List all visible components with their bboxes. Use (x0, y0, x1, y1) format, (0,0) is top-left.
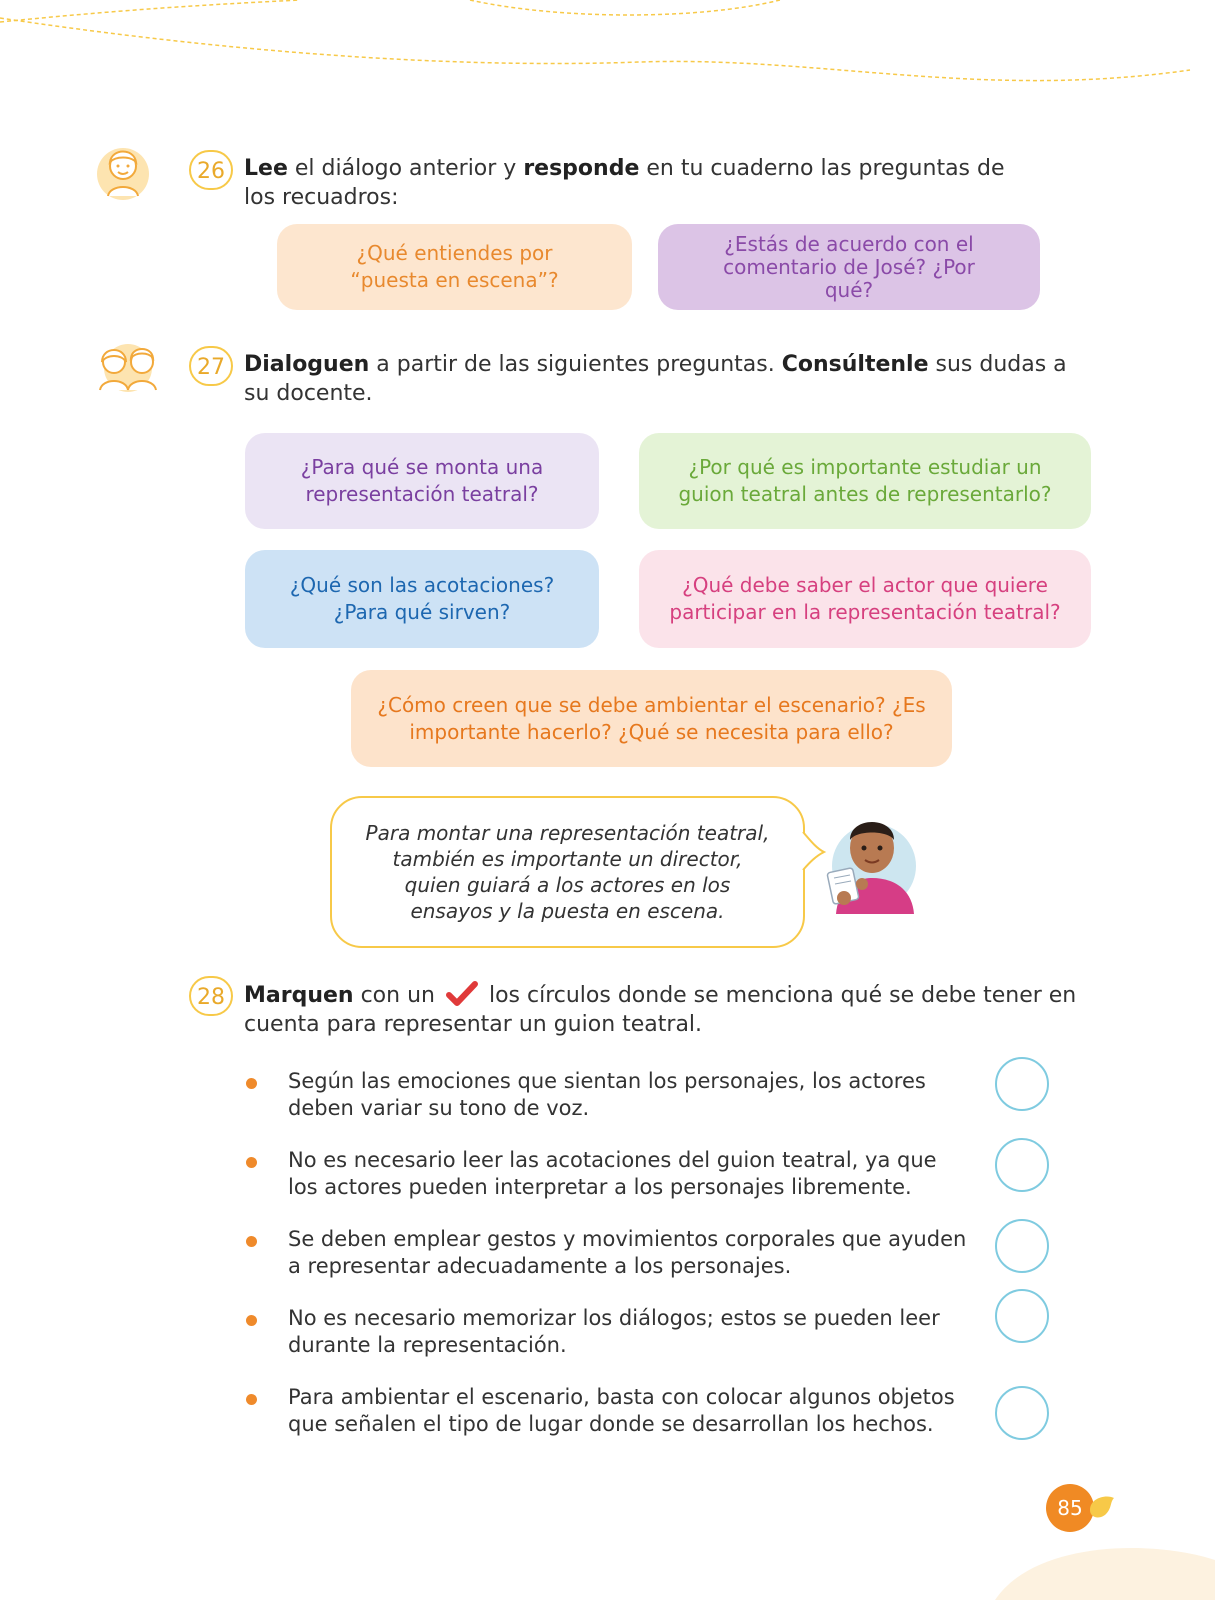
bullet-dot (246, 1394, 257, 1405)
instruction-verb: Lee (244, 156, 288, 181)
question-bubble: ¿Qué debe saber el actor que quiere participar en la representación teatral? (639, 550, 1091, 648)
list-item-text: No es necesario leer las acotaciones del guion teatral, ya que los actores pueden interpretar a los personajes libremente. (288, 1148, 937, 1199)
decorative-top-lines (0, 0, 1215, 110)
page-number: 85 (1046, 1484, 1094, 1532)
question-bubble: ¿Cómo creen que se debe ambientar el escenario? ¿Es importante hacerlo? ¿Qué se necesita para ello? (351, 670, 952, 767)
activity-26-instruction (244, 154, 1024, 212)
list-item-text: Según las emociones que sientan los personajes, los actores deben variar su tono de voz. (288, 1069, 926, 1120)
speech-text: Para montar una representación teatral, también es importante un director, quien guiará a los actores en los ensayos y la puesta en escena. (365, 821, 770, 923)
question-bubble: ¿Qué son las acotaciones? ¿Para qué sirven? (245, 550, 599, 648)
bullet-dot (246, 1315, 257, 1326)
instruction-text: el diálogo anterior y (287, 156, 524, 181)
instruction-verb: responde (523, 156, 640, 181)
list-item-text: Para ambientar el escenario, basta con colocar algunos objetos que señalen el tipo de lugar donde se desarrollan los hechos. (288, 1385, 955, 1436)
instruction-verb: Marquen (244, 983, 354, 1008)
instruction-text: sus dudas a su docente. (244, 352, 1067, 406)
bullet-dot (246, 1078, 257, 1089)
boy-illustration (822, 808, 918, 914)
activity-27-instruction (244, 350, 1084, 408)
list-item-text: Se deben emplear gestos y movimientos corporales que ayuden a representar adecuadamente a los personajes. (288, 1227, 967, 1278)
instruction-verb: Consúltenle (781, 352, 929, 377)
decorative-bottom-shape (955, 1520, 1215, 1600)
single-student-icon (94, 140, 152, 204)
check-circle[interactable] (995, 1219, 1049, 1273)
instruction-verb: Dialoguen (244, 352, 370, 377)
check-circle[interactable] (995, 1057, 1049, 1111)
activity-number-27: 27 (189, 346, 233, 386)
check-circle[interactable] (995, 1289, 1049, 1343)
speech-bubble (330, 796, 805, 948)
question-bubble: ¿Estás de acuerdo con el comentario de José? ¿Por qué? (658, 224, 1040, 310)
instruction-text: a partir de las siguientes preguntas. (369, 352, 782, 377)
question-bubble: ¿Qué entiendes por “puesta en escena”? (277, 224, 632, 310)
activity-number-28: 28 (189, 976, 233, 1016)
bullet-dot (246, 1157, 257, 1168)
page-number-decoration (1086, 1492, 1118, 1522)
bullet-dot (246, 1236, 257, 1247)
checkmark-icon (446, 981, 478, 1007)
instruction-text: en tu cuaderno las preguntas de los recuadros: (244, 156, 1005, 210)
activity-28-instruction (244, 981, 1094, 1039)
list-item-text: No es necesario memorizar los diálogos; estos se pueden leer durante la representación. (288, 1306, 940, 1357)
question-bubble: ¿Por qué es importante estudiar un guion teatral antes de representarlo? (639, 433, 1091, 529)
question-bubble: ¿Para qué se monta una representación teatral? (245, 433, 599, 529)
activity-number-26: 26 (189, 150, 233, 190)
check-circle[interactable] (995, 1386, 1049, 1440)
check-circle[interactable] (995, 1138, 1049, 1192)
instruction-text: los círculos donde se menciona qué se debe tener en cuenta para representar un guion teatral. (244, 983, 1077, 1037)
two-students-icon (94, 338, 162, 396)
instruction-text: con un (353, 983, 442, 1008)
